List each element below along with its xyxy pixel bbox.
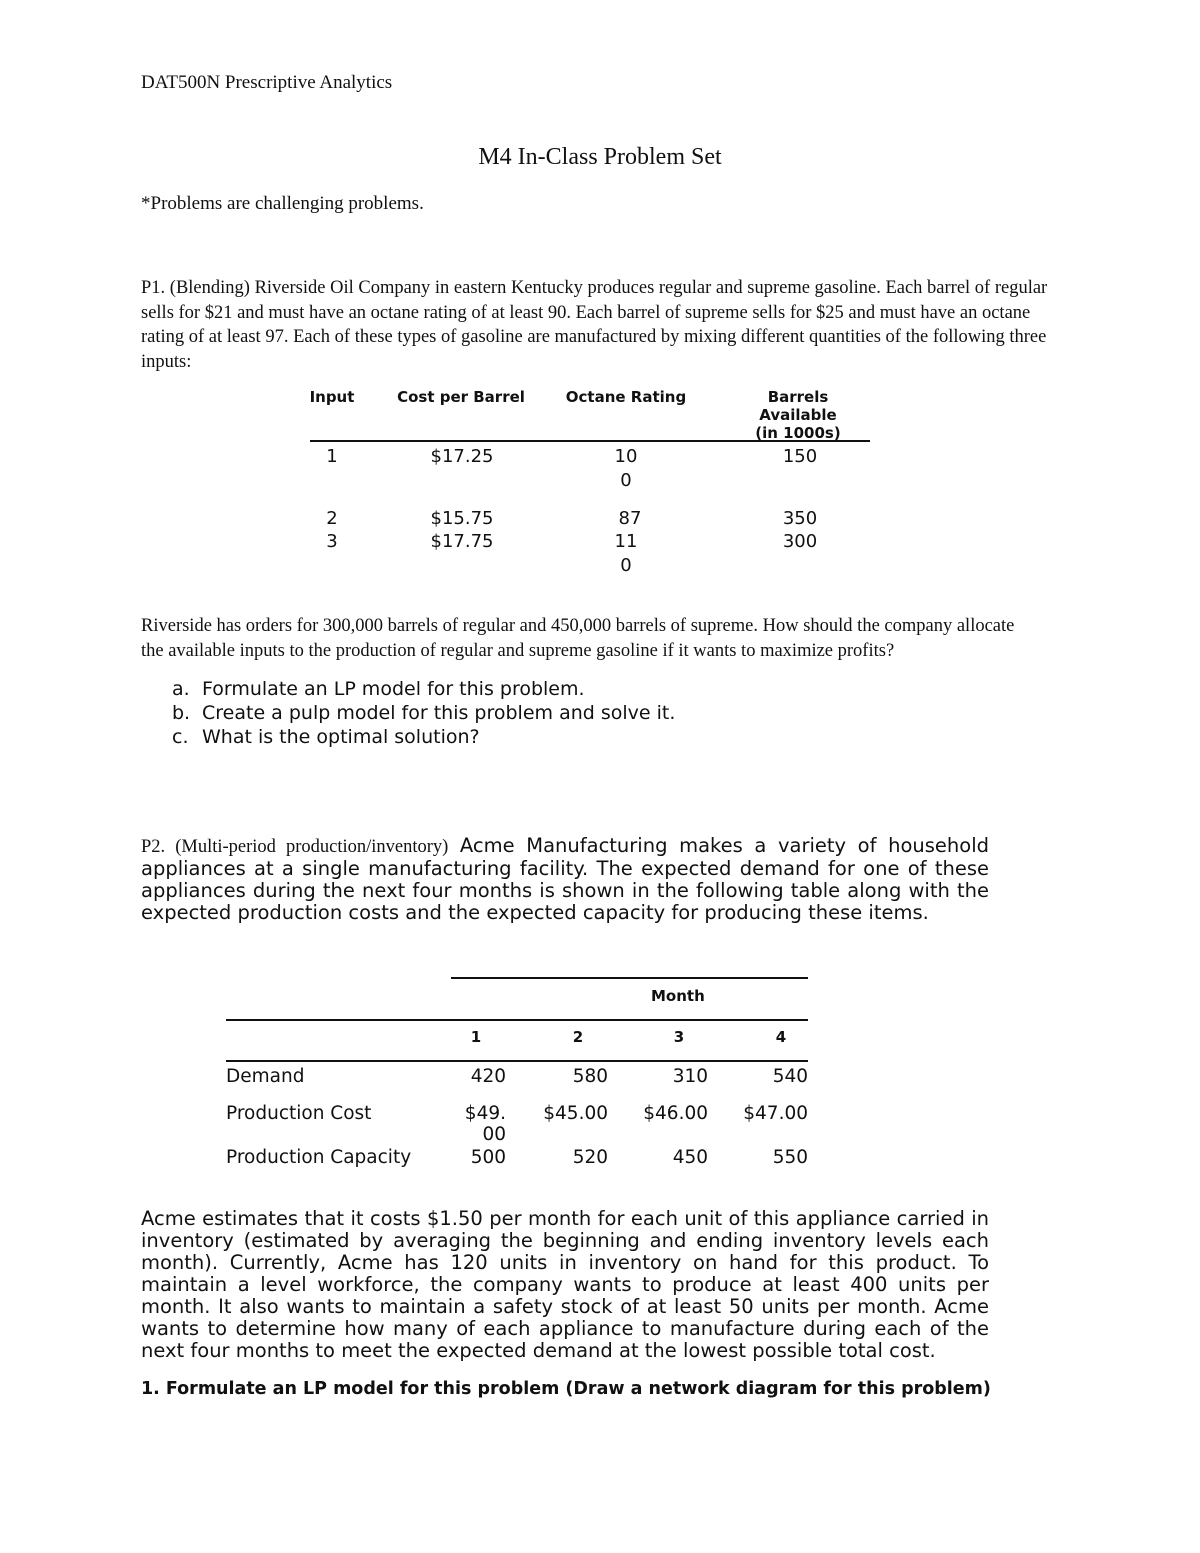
list-text: Create a pulp model for this problem and solve it. [202,702,676,724]
t1-row2-input: 2 [326,508,338,529]
t2-mid-rule [226,1019,808,1021]
t1-row1-barrels: 150 [782,446,818,467]
t2-demand-3: 310 [672,1066,708,1087]
t2-group-header [451,987,908,1005]
p1-intro: P1. (Blending) Riverside Oil Company in eastern Kentucky produces regular and supreme gasoline. Each barrel of regular sells for $21 and must have an octane rating of at least 90. Each barrel of supreme sells for $25 and must have an octane rating of at least 97. Each of these types of gasoline are manufactured by mixing different quantities of the following three inputs: [141,278,1048,372]
list-item [172,701,675,725]
list-marker: a. [172,678,190,700]
page-title: M4 In-Class Problem Set [478,144,722,170]
t2-month-2: 2 [572,1028,584,1046]
p2-question-1: 1. Formulate an LP model for this problem (Draw a network diagram for this problem) [141,1379,991,1399]
t2-demand-2: 580 [572,1066,608,1087]
t1-row1-octane-a: 10 [614,446,638,467]
document-header: DAT500N Prescriptive Analytics [141,72,393,93]
t2-row-cost-label: Production Cost [226,1103,372,1124]
t1-row2-barrels: 350 [782,508,818,529]
t2-cost-4: $47.00 [743,1103,808,1124]
challenge-note: *Problems are challenging problems. [141,193,424,214]
t2-capacity-4: 550 [772,1147,808,1168]
t1-row1-octane-b: 0 [620,470,632,491]
t2-cost-1-line2: 00 [482,1124,506,1145]
t2-row-demand-label: Demand [226,1066,305,1087]
t1-header-barrels-line1: Barrels [767,388,829,406]
t1-row3-cost: $17.75 [430,531,494,552]
t1-row1-octane [596,445,656,493]
t2-capacity-3: 450 [672,1147,708,1168]
t1-row3-octane-b: 0 [620,555,632,576]
t1-row1-input: 1 [326,446,338,467]
t2-cost-1 [440,1103,506,1145]
t2-cost-3: $46.00 [643,1103,708,1124]
t1-row3-input: 3 [326,531,338,552]
p2-label: P2. (Multi-period production/inventory) [141,837,449,857]
t1-header-octane: Octane Rating [565,388,687,406]
t2-header-rule [226,1060,808,1062]
t1-header-barrels-line3: (in 1000s) [755,424,841,442]
t1-header-rule [310,440,870,442]
t2-month-1: 1 [470,1028,482,1046]
t1-row2-cost: $15.75 [430,508,494,529]
list-item [172,725,675,749]
t1-row3-barrels: 300 [782,531,818,552]
list-item [172,677,675,701]
t2-cost-2: $45.00 [543,1103,608,1124]
t2-month-3: 3 [673,1028,685,1046]
t1-row3-octane-a: 11 [614,531,638,552]
t2-top-rule [451,977,808,979]
t2-month-4: 4 [775,1028,787,1046]
t1-header-cost: Cost per Barrel [397,388,525,406]
t2-demand-1: 420 [470,1066,506,1087]
t2-row-capacity-label: Production Capacity [226,1147,412,1168]
t1-header-barrels [738,388,858,442]
p1-orders: Riverside has orders for 300,000 barrels of regular and 450,000 barrels of supreme. How should the company allocate the available inputs to the production of regular and supreme gasoline if it wants to maximize profits? [141,616,1015,661]
p2-intro [141,835,989,924]
t1-header-input: Input [309,388,355,406]
p2-intro-text: Acme Manufacturing makes a variety of household appliances at a single manufacturing facility. The expected demand for one of these appliances during the next four months is shown in the following table along with the expected production costs and the expected capacity for producing these items. [141,834,989,924]
t2-capacity-2: 520 [572,1147,608,1168]
t1-header-barrels-line2: Available [759,406,837,424]
t1-row2-octane: 87 [618,508,642,529]
t2-cost-1-line1: $49. [464,1103,506,1124]
t1-row3-octane [596,530,656,578]
p1-question-list [172,677,675,749]
list-text: Formulate an LP model for this problem. [202,678,585,700]
t2-demand-4: 540 [772,1066,808,1087]
t2-group-header-text: Month [651,987,705,1005]
list-marker: c. [172,726,189,748]
t1-row1-cost: $17.25 [430,446,494,467]
list-text: What is the optimal solution? [202,726,480,748]
t2-capacity-1: 500 [470,1147,506,1168]
list-marker: b. [172,702,191,724]
p2-body: Acme estimates that it costs $1.50 per month for each unit of this appliance carried in inventory (estimated by averaging the beginning and ending inventory levels each month). Currently, Acme has 120 units in inventory on hand for this product. To maintain a level workforce, the company wants to produce at least 400 units per month. It also wants to maintain a safety stock of at least 50 units per month. Acme wants to determine how many of each appliance to manufacture during each of the next four months to meet the expected demand at the lowest possible total cost. [141,1207,989,1362]
